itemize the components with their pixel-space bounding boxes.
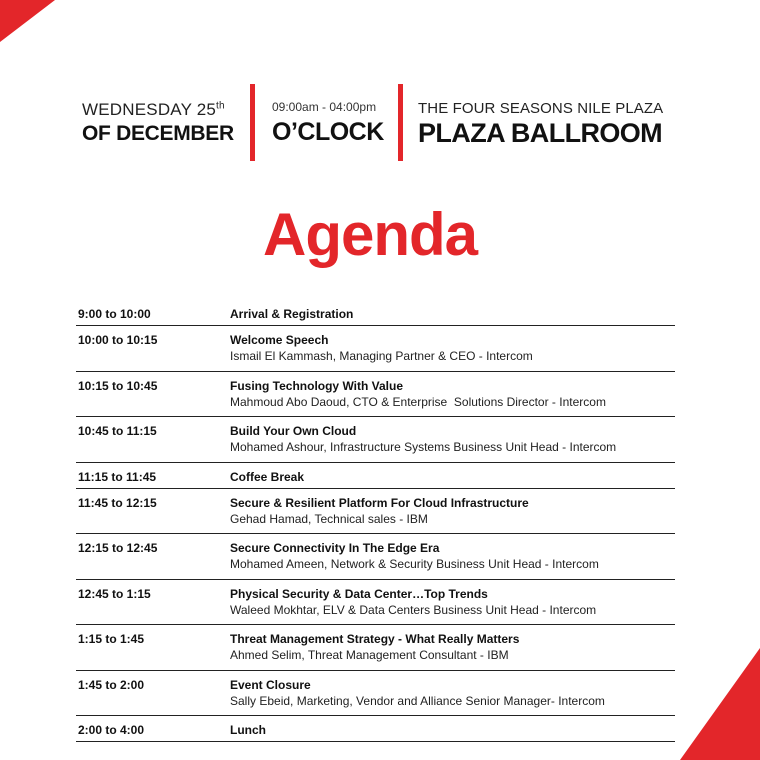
venue-name: THE FOUR SEASONS NILE PLAZA: [418, 100, 664, 117]
agenda-row: [76, 671, 675, 717]
date-day-line: [82, 100, 242, 120]
agenda-row: [76, 326, 675, 372]
session-speaker: Ahmed Selim, Threat Management Consultant - IBM: [230, 648, 509, 662]
session-speaker: Mohamed Ameen, Network & Security Business Unit Head - Intercom: [230, 557, 599, 571]
agenda-session: [230, 307, 675, 321]
agenda-time: 12:15 to 12:45: [78, 541, 158, 555]
agenda-session: [230, 379, 675, 409]
session-title: Arrival & Registration: [230, 307, 354, 321]
event-date: [82, 100, 242, 146]
session-speaker: Sally Ebeid, Marketing, Vendor and Alliance Senior Manager- Intercom: [230, 693, 605, 708]
date-day-suffix: th: [216, 100, 225, 112]
corner-decoration-bottom-right: [680, 648, 760, 760]
session-title: Welcome Speech: [230, 333, 329, 347]
agenda-time: 2:00 to 4:00: [78, 723, 145, 737]
date-month: OF DECEMBER: [82, 122, 234, 145]
venue-room: PLAZA BALLROOM: [418, 118, 663, 148]
agenda-session: [230, 587, 675, 617]
agenda-time: 11:45 to 12:15: [78, 495, 157, 510]
agenda-row: [76, 417, 675, 463]
agenda-row: [76, 372, 675, 418]
agenda-session: [230, 470, 675, 484]
session-title: Lunch: [230, 723, 266, 737]
agenda-session: [230, 424, 675, 454]
agenda-row: [76, 625, 675, 671]
agenda-row: [76, 580, 675, 626]
session-speaker: Waleed Mokhtar, ELV & Data Centers Business Unit Head - Intercom: [230, 602, 597, 617]
agenda-time: 9:00 to 10:00: [78, 307, 151, 321]
agenda-row: [76, 716, 675, 742]
session-title: Physical Security & Data Center…Top Trends: [230, 586, 488, 601]
page-title: Agenda: [262, 201, 478, 268]
session-title: Build Your Own Cloud: [230, 424, 357, 438]
agenda-time: 12:45 to 1:15: [78, 586, 151, 601]
session-title: Coffee Break: [230, 469, 305, 484]
agenda-session: [230, 333, 675, 363]
corner-decoration-top-left: [0, 0, 55, 42]
agenda-time: 1:45 to 2:00: [78, 677, 145, 692]
agenda-time: 1:15 to 1:45: [78, 632, 145, 646]
agenda-session: [230, 496, 675, 526]
session-speaker: Mohamed Ashour, Infrastructure Systems Business Unit Head - Intercom: [230, 440, 617, 454]
time-range: 09:00am - 04:00pm: [272, 100, 377, 114]
agenda-session: [230, 632, 675, 662]
agenda-table: [76, 300, 675, 742]
agenda-row: [76, 300, 675, 326]
agenda-row: [76, 534, 675, 580]
time-oclock: O’CLOCK: [272, 118, 384, 146]
session-title: Secure & Resilient Platform For Cloud Infrastructure: [230, 495, 529, 510]
agenda-time: 10:15 to 10:45: [78, 378, 158, 393]
event-venue: [418, 100, 718, 149]
divider-bar: [398, 84, 403, 161]
agenda-row: [76, 463, 675, 489]
agenda-session: [230, 678, 675, 708]
agenda-time: 10:00 to 10:15: [78, 333, 158, 347]
session-title: Event Closure: [230, 677, 311, 692]
agenda-time: 10:45 to 11:15: [78, 424, 157, 438]
session-speaker: Mahmoud Abo Daoud, CTO & Enterprise Solutions Director - Intercom: [230, 394, 606, 409]
event-header: [0, 84, 760, 164]
event-time: [272, 100, 392, 147]
session-title: Threat Management Strategy - What Really Matters: [230, 632, 520, 646]
session-title: Fusing Technology With Value: [230, 378, 404, 393]
session-title: Secure Connectivity In The Edge Era: [230, 541, 440, 555]
agenda-time: 11:15 to 11:45: [78, 469, 157, 484]
agenda-row: [76, 489, 675, 535]
date-day: WEDNESDAY 25: [82, 100, 217, 119]
session-speaker: Ismail El Kammash, Managing Partner & CEO - Intercom: [230, 349, 533, 363]
divider-bar: [250, 84, 255, 161]
agenda-session: [230, 541, 675, 571]
agenda-session: [230, 723, 675, 737]
session-speaker: Gehad Hamad, Technical sales - IBM: [230, 511, 428, 526]
